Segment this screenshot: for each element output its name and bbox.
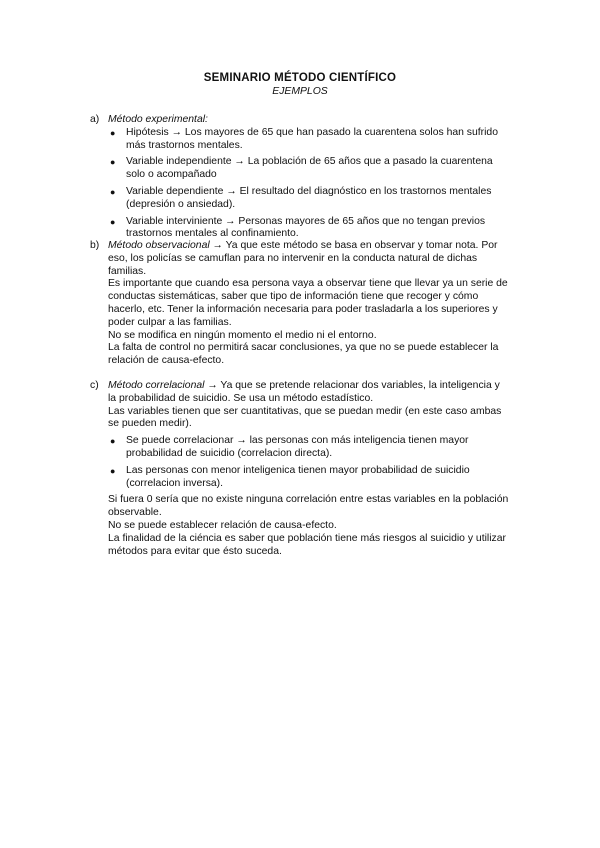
paragraph <box>108 380 510 406</box>
bullet-list <box>108 435 510 490</box>
bullet-dot-icon: ● <box>110 186 116 197</box>
section-lead: Ya que este método se basa en observar y tomar nota. Por eso, los policías se camuflan para no intervenir en la conducta natural de dichas familias. <box>108 240 498 277</box>
section-marker: c) <box>90 380 99 391</box>
section-body <box>108 240 510 368</box>
section-experimental <box>90 114 510 245</box>
paragraph: La finalidad de la ciéncia es saber que población tiene más riesgos al suicidio y utilizar métodos para evitar que ésto suceda. <box>108 532 506 557</box>
list-item <box>108 465 510 491</box>
list-item-text: Se puede correlacionar → las personas con más inteligencia tienen mayor probabilidad de suicidio (correlacion directa). <box>126 435 469 459</box>
paragraph: La falta de control no permitirá sacar conclusiones, ya que no se puede establecer la relación de causa-efecto. <box>108 342 499 367</box>
list-item <box>108 435 510 461</box>
list-item <box>108 156 510 182</box>
section-marker: a) <box>90 114 100 125</box>
list-item-text: Variable interviniente → Personas mayores de 65 años que no tengan previos trastornos mentales al confinamiento. <box>126 215 486 240</box>
bullet-dot-icon: ● <box>110 127 116 138</box>
section-body <box>108 114 510 127</box>
paragraph <box>108 240 510 278</box>
paragraph: Si fuera 0 sería que no existe ninguna correlación entre estas variables en la población observable. <box>108 494 509 519</box>
list-item-text: Variable independiente → La población de 65 años que a pasado la cuarentena solo o acompañado <box>126 156 493 181</box>
section-term: Método correlacional → <box>108 380 218 391</box>
section-body <box>108 380 510 431</box>
bullet-dot-icon: ● <box>110 216 116 227</box>
paragraph: No se modifica en ningún momento el medio ni el entorno. <box>108 329 377 341</box>
list-item-text: Hipótesis → Los mayores de 65 que han pasado la cuarentena solos han sufrido más trastornos mentales. <box>126 126 498 151</box>
list-item-text: Las personas con menor inteligenica tienen mayor probabilidad de suicidio (correlacion inversa). <box>126 464 470 489</box>
section-term: Método observacional → <box>108 240 223 251</box>
bullet-dot-icon: ● <box>110 465 116 476</box>
list-item <box>108 186 510 212</box>
paragraph: Las variables tienen que ser cuantitativas, que se puedan medir (en este caso ambas se pueden medir). <box>108 405 502 430</box>
list-item <box>108 216 510 242</box>
section-term: Método experimental: <box>108 114 208 125</box>
bullet-dot-icon: ● <box>110 436 116 447</box>
section-correlational <box>90 380 510 558</box>
section-body <box>108 494 510 558</box>
section-lead: Ya que se pretende relacionar dos variables, la inteligencia y la probabilidad de suicidio. Se usa un método estadístico. <box>108 380 500 404</box>
list-item <box>108 127 510 153</box>
bullet-dot-icon: ● <box>110 157 116 168</box>
document-subtitle: EJEMPLOS <box>272 86 328 97</box>
paragraph: No se puede establecer relación de causa-efecto. <box>108 519 337 531</box>
section-marker: b) <box>90 240 100 251</box>
section-observational <box>90 240 510 368</box>
bullet-list <box>108 127 510 241</box>
document-title: SEMINARIO MÉTODO CIENTÍFICO <box>203 72 397 84</box>
list-item-text: Variable dependiente → El resultado del diagnóstico en los trastornos mentales (depresión o ansiedad). <box>126 185 492 210</box>
paragraph: Es importante que cuando esa persona vaya a observar tiene que llevar ya un serie de conductas sistemáticas, saber que tipo de información tiene que recoger y cómo hacerlo, etc. Tener la información necesaria para poder trasladarla a los superiores y poder culpar a las familias. <box>108 278 508 328</box>
